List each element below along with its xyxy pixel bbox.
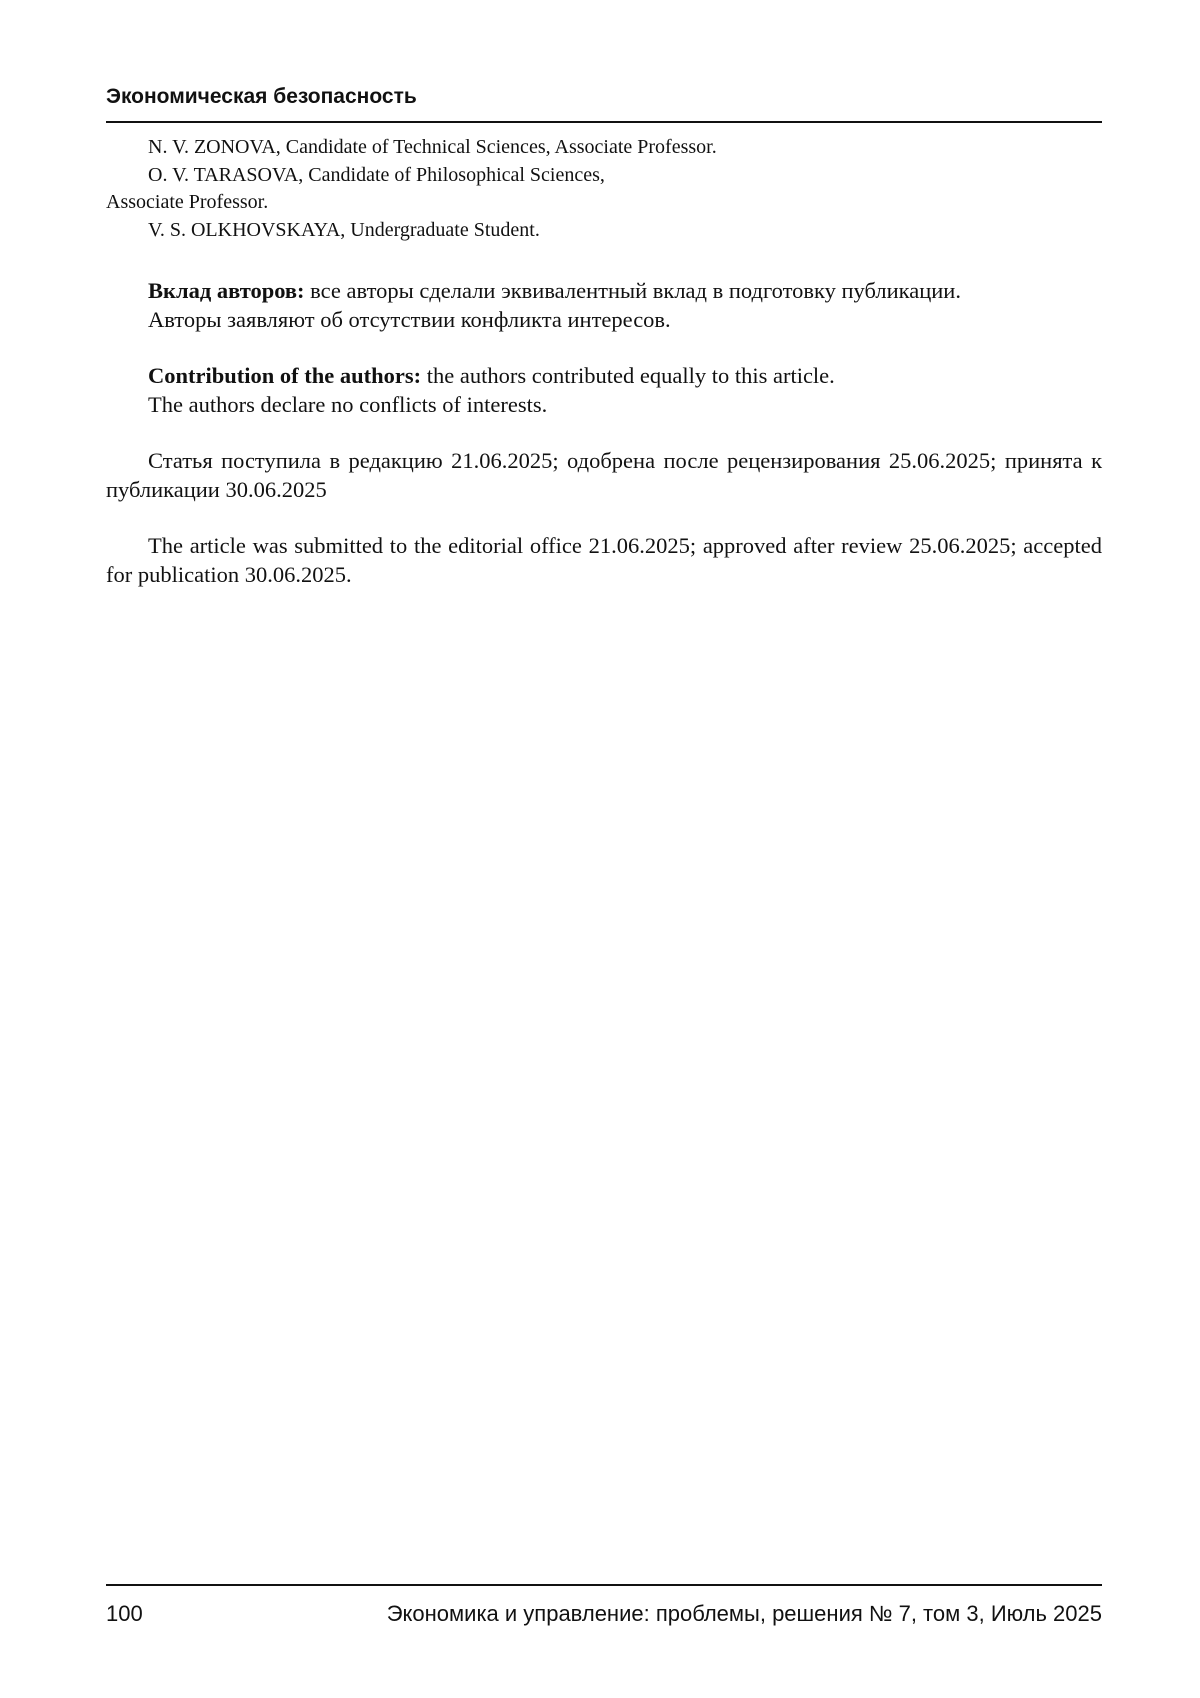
contribution-en-text: the authors contributed equally to this article. <box>421 363 835 388</box>
dates-en-block <box>106 532 1102 589</box>
conflict-ru-statement: Авторы заявляют об отсутствии конфликта интересов. <box>148 306 671 332</box>
article-end-matter <box>106 134 1102 589</box>
contribution-en-block <box>106 362 1102 419</box>
contribution-ru-text: все авторы сделали эквивалентный вклад в подготовку публикации. <box>304 278 961 303</box>
header-divider <box>106 121 1102 123</box>
dates-ru-statement: Статья поступила в редакцию 21.06.2025; одобрена после рецензирования 25.06.2025; принята к публикации 30.06.2025 <box>106 448 1102 502</box>
contribution-ru-label: Вклад авторов: <box>148 278 305 303</box>
contribution-ru-block <box>106 277 1102 334</box>
author-entry: N. V. ZONOVA, Candidate of Technical Sciences, Associate Professor. <box>148 136 717 158</box>
footer-divider <box>106 1584 1102 1586</box>
author-entry: O. V. TARASOVA, Candidate of Philosophical Sciences, Associate Professor. <box>106 163 605 213</box>
running-header-section-title: Экономическая безопасность <box>106 85 417 108</box>
journal-issue-info: Экономика и управление: проблемы, решения № 7, том 3, Июль 2025 <box>386 1601 1102 1626</box>
dates-en-statement: The article was submitted to the editorial office 21.06.2025; approved after review 25.06.2025; accepted for publication 30.06.2025. <box>106 533 1102 587</box>
contribution-en-statement <box>106 362 1102 391</box>
contribution-en-label: Contribution of the authors: <box>148 363 422 388</box>
dates-ru-block <box>106 447 1102 504</box>
conflict-en-statement: The authors declare no conflicts of interests. <box>148 391 548 417</box>
contribution-ru-statement <box>106 277 1102 306</box>
author-list <box>106 134 1102 244</box>
page-number: 100 <box>106 1601 143 1626</box>
author-entry: V. S. OLKHOVSKAYA, Undergraduate Student. <box>148 218 540 241</box>
